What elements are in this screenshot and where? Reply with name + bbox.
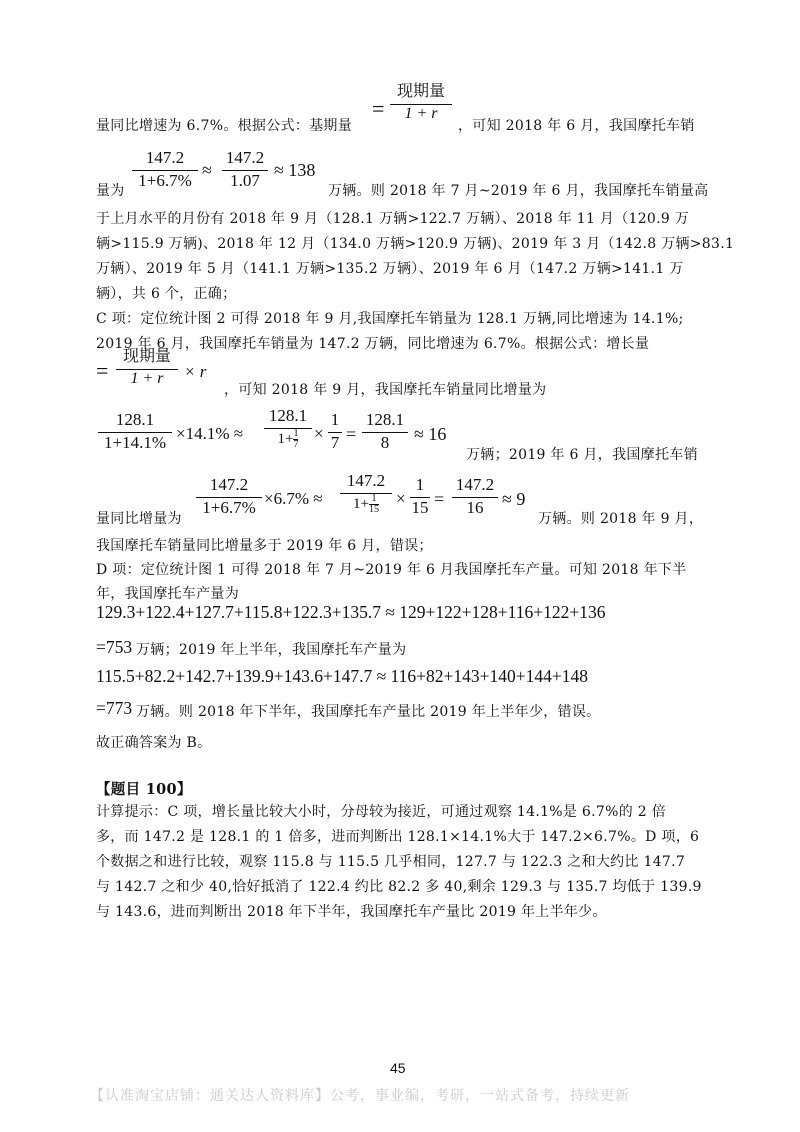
small-fraction	[369, 494, 379, 515]
fraction-denominator: 15	[411, 498, 429, 517]
equals-sign: =	[434, 489, 445, 509]
text-line: 万辆。则 2018 年下半年，我国摩托车产量比 2019 年上半年少，错误。	[136, 704, 601, 720]
text-line: 与 143.6，进而判断出 2018 年下半年，我国摩托车产量比 2019 年上半年少。	[96, 904, 607, 920]
fraction-numerator: 147.2	[346, 471, 386, 490]
small-fraction-denominator: 7	[293, 439, 299, 450]
text-line: C 项：定位统计图 2 可得 2018 年 9 月,我国摩托车销量为 128.1 万辆,同比增速为 14.1%;	[96, 311, 684, 327]
formula-fraction	[196, 475, 262, 518]
sum-result: =773	[96, 698, 133, 718]
text-line: 量同比增量为	[96, 511, 182, 527]
fraction-denominator	[340, 494, 392, 515]
times-sign: ×	[396, 489, 406, 508]
text-line: 计算提示：C 项，增长量比较大小时，分母较为接近，可通过观察 14.1%是 6.7%的 2 倍	[96, 804, 667, 820]
text-line: 个数据之和进行比较，观察 115.8 与 115.5 几乎相同，127.7 与 122.3 之和大约比 147.7	[96, 854, 686, 870]
approx-value: ≈ 138	[274, 160, 316, 180]
fraction-denominator: 1 + r	[130, 370, 164, 387]
fraction-numerator: 128.1	[365, 410, 405, 429]
formula-growth-fraction	[116, 343, 178, 388]
fraction-numerator: 现期量	[396, 83, 445, 100]
small-fraction	[293, 429, 298, 450]
sum-expression: 115.5+82.2+142.7+139.9+143.6+147.7 ≈ 116+82+143+140+144+148	[96, 666, 588, 686]
formula-nested-fraction	[340, 471, 392, 515]
text-line: 万辆）、2019 年 5 月（141.1 万辆>135.2 万辆）、2019 年 6 月（147.2 万辆>141.1 万	[96, 261, 684, 277]
text-line: 我国摩托车销量同比增量多于 2019 年 6 月，错误；	[96, 538, 433, 554]
fraction-denominator: 8	[380, 433, 390, 452]
formula-fraction	[362, 410, 408, 453]
text-line: 2019 年 6 月，我国摩托车销量为 147.2 万辆，同比增速为 6.7%。根据公式：增长量	[96, 336, 650, 352]
fraction-numerator: 128.1	[268, 406, 308, 425]
fraction-numerator: 147.2	[145, 148, 185, 167]
fraction-numerator: 现期量	[122, 348, 171, 365]
fraction-numerator: 147.2	[225, 148, 265, 167]
small-fraction-denominator: 15	[368, 504, 379, 515]
fraction-denominator	[264, 429, 312, 450]
text-line: 多，而 147.2 是 128.1 的 1 倍多，进而判断出 128.1×14.1%大于 147.2×6.7%。D 项，6	[96, 829, 700, 845]
text-line: 万辆。则 2018 年 9 月，	[538, 511, 704, 527]
fraction-denominator: 1+6.7%	[138, 171, 192, 190]
formula-fraction	[222, 148, 268, 191]
text-line: 年，我国摩托车产量为	[96, 586, 239, 602]
text-line: 万辆。则 2018 年 7 月~2019 年 6 月，我国摩托车销量高	[328, 183, 709, 199]
formula-fraction	[328, 410, 342, 453]
denominator-base: 1+	[277, 430, 294, 447]
approx-value: ≈ 9	[502, 489, 526, 509]
fraction-numerator: 1	[415, 475, 425, 494]
equals-sign: =	[372, 96, 385, 121]
section-heading: 【题目 100】	[96, 781, 192, 798]
times-percent: ×6.7% ≈	[264, 489, 323, 508]
fraction-numerator: 1	[330, 410, 340, 429]
text-line: 万辆；2019 年上半年，我国摩托车产量为	[136, 642, 407, 658]
equals-sign: =	[346, 424, 357, 444]
text-line: D 项：定位统计图 1 可得 2018 年 7 月~2019 年 6 月我国摩托车产量。可知 2018 年下半	[96, 562, 687, 578]
sum-expression: 129.3+122.4+127.7+115.8+122.3+135.7 ≈ 129+122+128+116+122+136	[96, 602, 606, 622]
approx-sign: ≈	[202, 160, 212, 180]
times-sign: ×	[314, 424, 324, 443]
fraction-denominator: 1 + r	[404, 105, 438, 122]
text-line: 辆>115.9 万辆)、2018 年 12 月（134.0 万辆>120.9 万辆)、2019 年 3 月（142.8 万辆>83.1	[96, 236, 735, 252]
times-r: × r	[184, 362, 207, 381]
text-line: 量同比增速为 6.7%。根据公式：基期量	[96, 118, 353, 134]
text-line: 万辆；2019 年 6 月，我国摩托车销	[466, 447, 698, 463]
text-line: 辆），共 6 个，正确；	[96, 286, 237, 302]
fraction-denominator: 1+14.1%	[104, 433, 166, 452]
text-line: 于上月水平的月份有 2018 年 9 月（128.1 万辆>122.7 万辆）、2018 年 11 月（120.9 万	[96, 211, 690, 227]
small-fraction-numerator: 1	[293, 428, 299, 439]
approx-value: ≈ 16	[414, 424, 447, 444]
denominator-base: 1+	[353, 495, 369, 512]
formula-base-fraction	[390, 78, 452, 123]
fraction-numerator: 128.1	[115, 410, 155, 429]
text-line: 量为	[96, 183, 125, 199]
formula-fraction	[410, 475, 430, 518]
fraction-denominator: 1+6.7%	[202, 498, 256, 517]
text-line: ，可知 2018 年 6 月，我国摩托车销	[458, 118, 695, 134]
footer-watermark: 【认准淘宝店铺：通关达人资料库】公考，事业编，考研，一站式备考，持续更新	[90, 1088, 630, 1104]
fraction-denominator: 7	[330, 433, 340, 452]
text-line: 与 142.7 之和少 40,恰好抵消了 122.4 约比 82.2 多 40,剩余 129.3 与 135.7 均低于 139.9	[96, 879, 702, 895]
fraction-denominator: 1.07	[230, 171, 260, 190]
times-percent: ×14.1% ≈	[176, 424, 244, 443]
page-number: 45	[390, 1060, 406, 1076]
conclusion-line: 故正确答案为 B。	[96, 735, 212, 751]
fraction-numerator: 147.2	[455, 475, 495, 494]
formula-fraction	[98, 410, 172, 453]
formula-fraction	[452, 475, 498, 518]
sum-result: =753	[96, 637, 133, 657]
formula-fraction	[132, 148, 198, 191]
text-line: ，可知 2018 年 9 月，我国摩托车销量同比增量为	[224, 382, 547, 398]
small-fraction-numerator: 1	[371, 493, 377, 504]
equals-sign: =	[96, 358, 109, 383]
formula-nested-fraction	[264, 406, 312, 450]
fraction-numerator: 147.2	[209, 475, 249, 494]
fraction-denominator: 16	[466, 498, 484, 517]
